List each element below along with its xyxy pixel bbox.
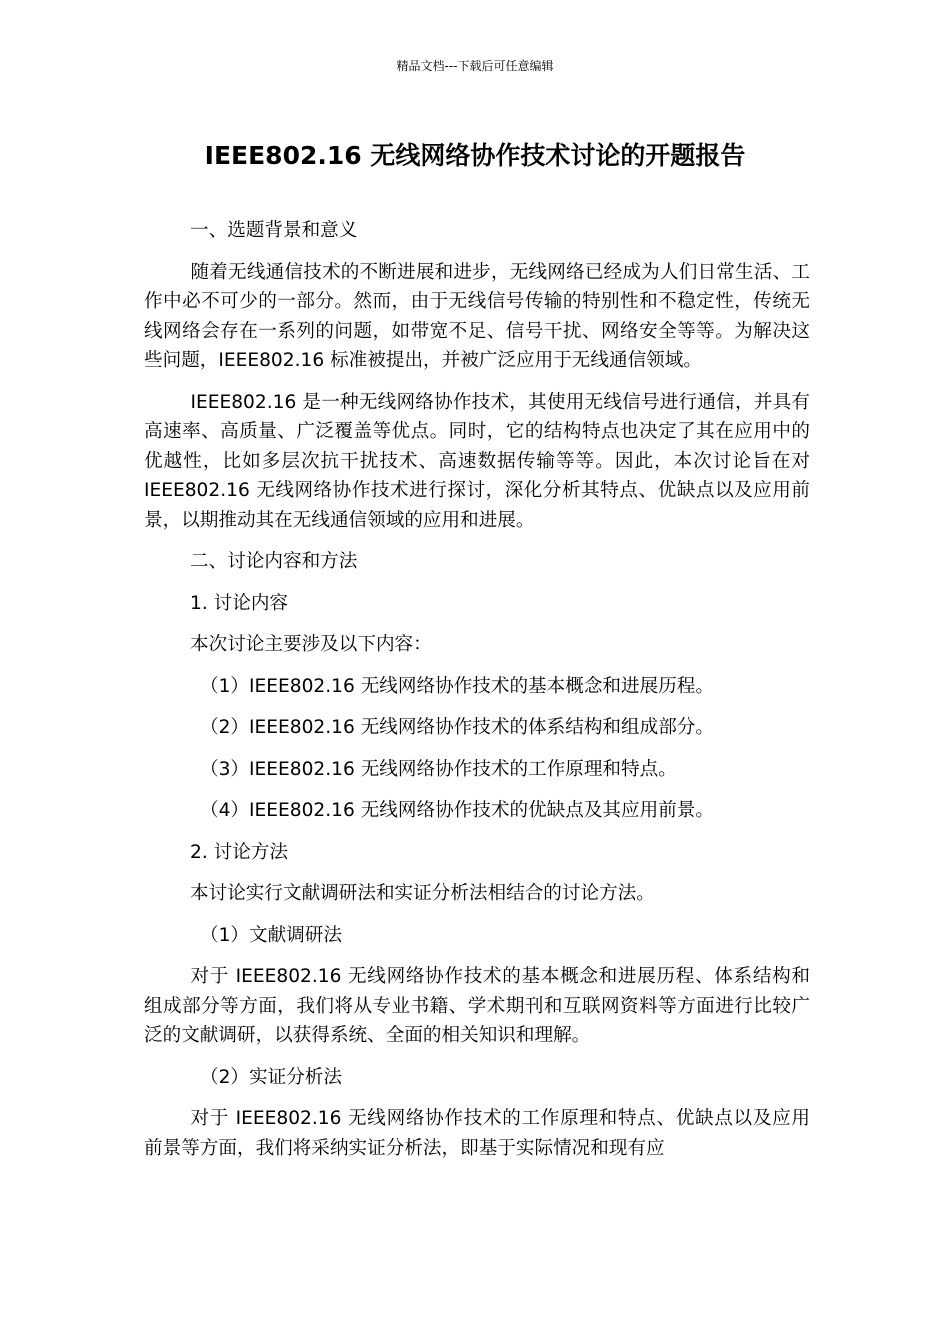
list-item: （3）IEEE802.16 无线网络协作技术的工作原理和特点。 [200,758,677,780]
list-item: （2）IEEE802.16 无线网络协作技术的体系结构和组成部分。 [200,717,714,738]
section-1-heading: 一、选题背景和意义 [190,220,358,241]
method-2-paragraph: 对于 IEEE802.16 无线网络协作技术的工作原理和特点、优缺点以及应用前景等方面，我们将采纳实证分析法，即基于实际情况和现有应 [144,1108,810,1159]
section-1-paragraph-1: 随着无线通信技术的不断进展和进步，无线网络已经成为人们日常生活、工作中必不可少的一部分。然而，由于无线信号传输的特别性和不稳定性，传统无线网络会存在一系列的问题，如带宽不足、信号干扰、网络安全等等。为解决这些问题，IEEE802.16 标准被提出，并被广泛应用于无线通信领域。 [144,261,810,371]
subsection-2-heading: 2. 讨论方法 [190,841,289,863]
method-1-paragraph: 对于 IEEE802.16 无线网络协作技术的基本概念和进展历程、体系结构和组成部分等方面，我们将从专业书籍、学术期刊和互联网资料等方面进行比较广泛的文献调研，以获得系统、全面的相关知识和理解。 [144,966,810,1046]
subsection-1-intro: 本次讨论主要涉及以下内容： [190,634,432,655]
section-1-paragraph-2: IEEE802.16 是一种无线网络协作技术，其使用无线信号进行通信，并具有高速率、高质量、广泛覆盖等优点。同时，它的结构特点也决定了其在应用中的优越性，比如多层次抗干扰技术、高速数据传输等等。因此，本次讨论旨在对 IEEE802.16 无线网络协作技术进行探讨，深化分析其特点、优缺点以及应用前景，以期推动其在无线通信领域的应用和进展。 [144,391,810,531]
document-title: IEEE802.16 无线网络协作技术讨论的开题报告 [204,141,746,170]
method-1-heading: （1）文献调研法 [200,924,342,946]
list-item: （4）IEEE802.16 无线网络协作技术的优缺点及其应用前景。 [200,800,714,821]
page-header: 精品文档---下载后可任意编辑 [396,59,554,73]
subsection-2-intro: 本讨论实行文献调研法和实证分析法相结合的讨论方法。 [190,883,655,904]
subsection-1-heading: 1. 讨论内容 [190,592,289,614]
method-2-heading: （2）实证分析法 [200,1066,342,1088]
document-body [144,216,810,1175]
list-item: （1）IEEE802.16 无线网络协作技术的基本概念和进展历程。 [200,675,714,697]
section-2-heading: 二、讨论内容和方法 [190,551,358,572]
